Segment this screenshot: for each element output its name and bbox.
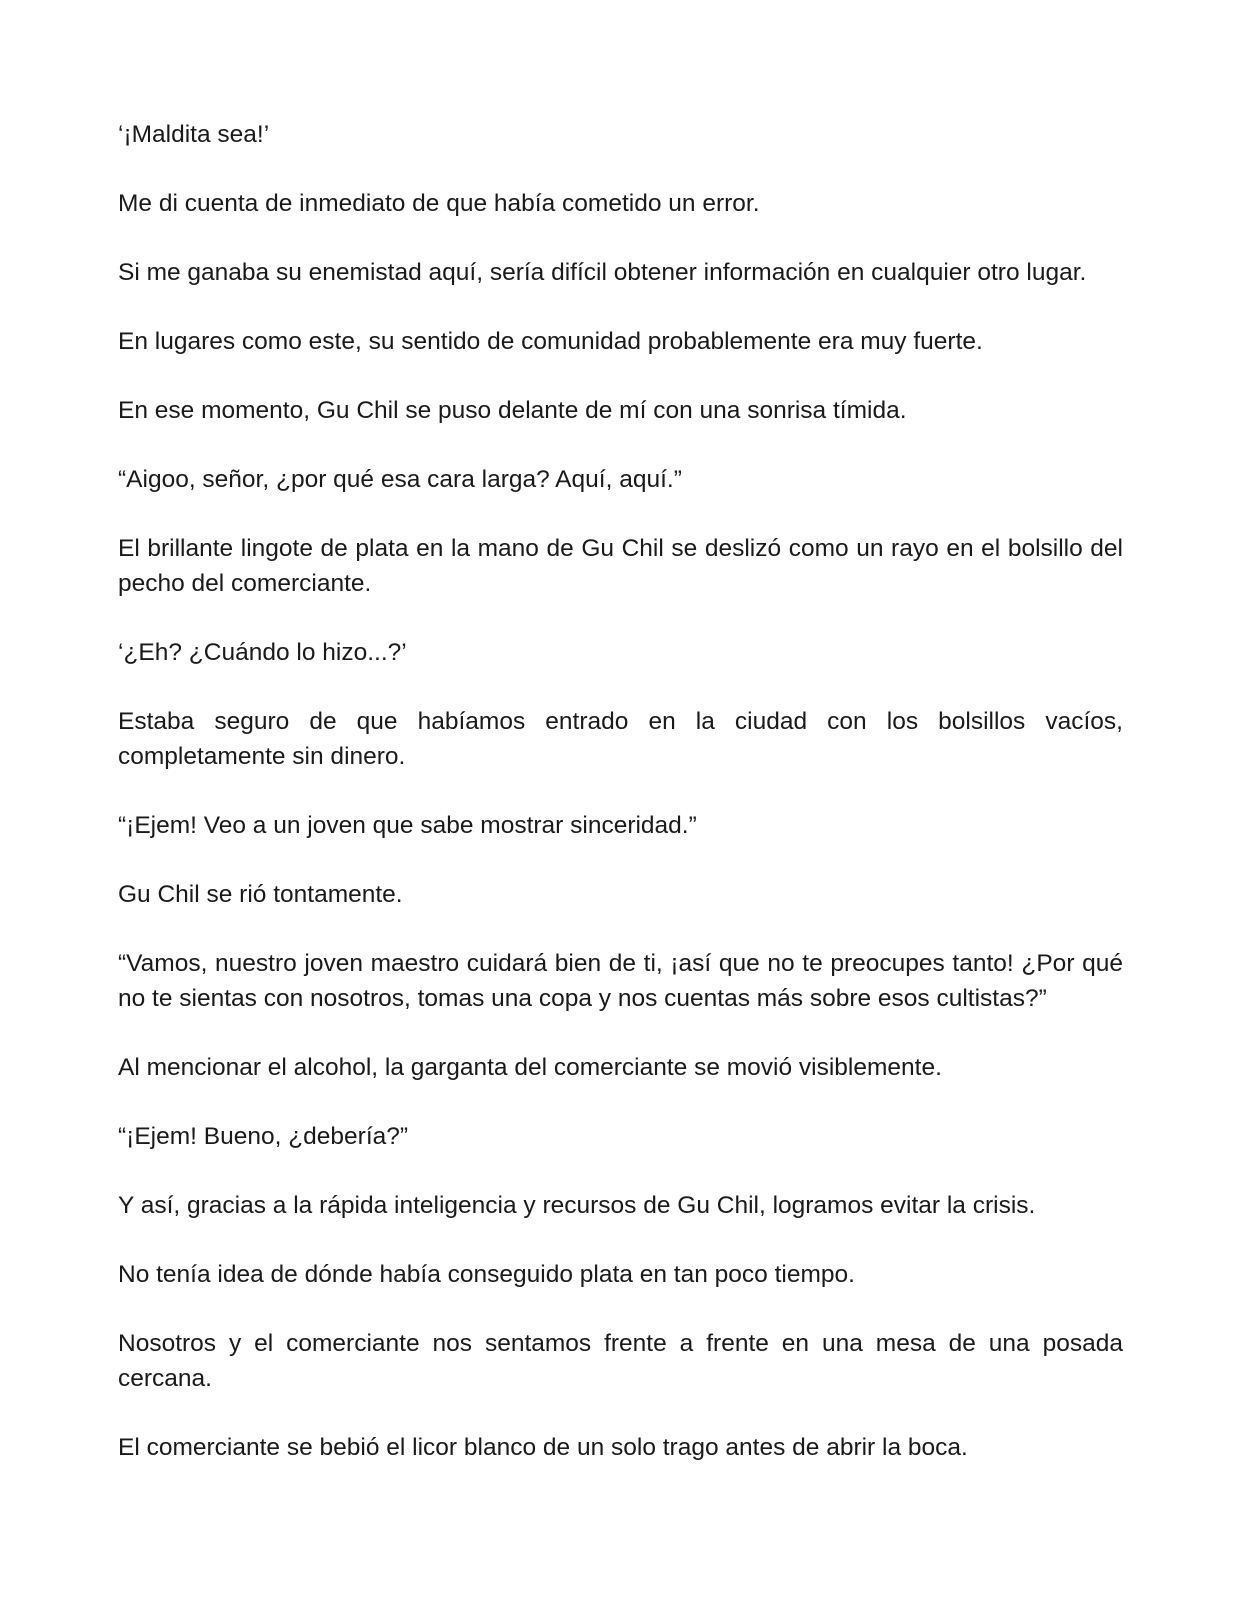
- paragraph-1: ‘¡Maldita sea!’: [118, 121, 270, 148]
- paragraph-12: “Vamos, nuestro joven maestro cuidará bien de ti, ¡así que no te preocupes tanto! ¿Por qué no te sientas con nosotros, tomas una copa y nos cuentas más sobre esos cultistas?”: [118, 950, 1123, 1012]
- paragraph-14: “¡Ejem! Bueno, ¿debería?”: [118, 1123, 409, 1150]
- paragraph-7: El brillante lingote de plata en la mano de Gu Chil se deslizó como un rayo en el bolsillo del pecho del comerciante.: [118, 535, 1123, 597]
- document-body: [118, 117, 1123, 1499]
- paragraph-8: ‘¿Eh? ¿Cuándo lo hizo...?’: [118, 639, 407, 666]
- paragraph-15: Y así, gracias a la rápida inteligencia y recursos de Gu Chil, logramos evitar la crisis.: [118, 1192, 1036, 1219]
- paragraph-11: Gu Chil se rió tontamente.: [118, 881, 403, 908]
- paragraph-5: En ese momento, Gu Chil se puso delante de mí con una sonrisa tímida.: [118, 397, 907, 424]
- paragraph-10: “¡Ejem! Veo a un joven que sabe mostrar sinceridad.”: [118, 812, 697, 839]
- paragraph-17: Nosotros y el comerciante nos sentamos frente a frente en una mesa de una posada cercana.: [118, 1330, 1123, 1392]
- paragraph-16: No tenía idea de dónde había conseguido plata en tan poco tiempo.: [118, 1261, 855, 1288]
- paragraph-13: Al mencionar el alcohol, la garganta del comerciante se movió visiblemente.: [118, 1054, 942, 1081]
- paragraph-3: Si me ganaba su enemistad aquí, sería difícil obtener información en cualquier otro lugar.: [118, 259, 1087, 286]
- paragraph-9: Estaba seguro de que habíamos entrado en la ciudad con los bolsillos vacíos, completamente sin dinero.: [118, 708, 1123, 770]
- paragraph-2: Me di cuenta de inmediato de que había cometido un error.: [118, 190, 760, 217]
- paragraph-6: “Aigoo, señor, ¿por qué esa cara larga? Aquí, aquí.”: [118, 466, 682, 493]
- paragraph-4: En lugares como este, su sentido de comunidad probablemente era muy fuerte.: [118, 328, 983, 355]
- paragraph-18: El comerciante se bebió el licor blanco de un solo trago antes de abrir la boca.: [118, 1434, 968, 1461]
